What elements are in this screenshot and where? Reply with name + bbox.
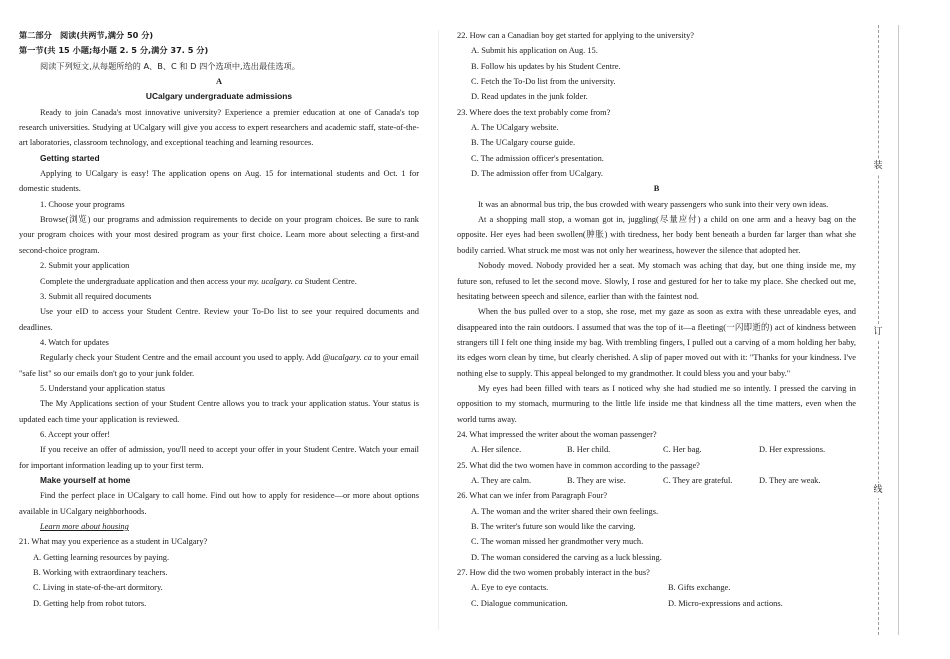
q22-option-a: A. Submit his application on Aug. 15. (471, 46, 598, 56)
q23-option-b: B. The UCalgary course guide. (471, 138, 576, 148)
q27-option-b: B. Gifts exchange. (668, 583, 731, 593)
q23-stem: 23. Where does the text probably come from? (457, 107, 611, 117)
q26-option-a: A. The woman and the writer shared their own feelings. (471, 506, 659, 516)
step2-text-pre: Complete the undergraduate application and then access your (40, 276, 248, 286)
q23-option-a: A. The UCalgary website. (471, 123, 559, 133)
passage-b-paragraph-1: It was an abnormal bus trip, the bus crowded with weary passengers who sunk into their very own ideas. (478, 199, 829, 209)
student-centre-url: my. ucalgary. ca (247, 276, 303, 286)
passage-a-intro: Ready to join Canada's most innovative university? Experience a premier education at one of Canada's top research universities. Studying at UCalgary will give you access to expert researchers and academic staff, state-of-the-art laboratories, classroom technology, and exceptional teaching and learning resources. (19, 107, 419, 148)
q21-stem: 21. What may you experience as a student in UCalgary? (19, 537, 208, 547)
passage-b-letter: B (653, 184, 660, 194)
part-heading: 第二部分 阅读(共两节,满分 50 分) (19, 30, 154, 40)
q24-option-c: C. Her bag. (663, 445, 702, 455)
step4-text-post: to your email "safe list" so our emails don't go to your junk folder. (19, 353, 420, 378)
q25-option-d: D. They are weak. (759, 475, 821, 485)
step2-text (19, 274, 419, 289)
passage-b-paragraph-2: At a shopping mall stop, a woman got in, juggling(尽量应付) a child on one arm and a heavy bag on the opposite. Her eyes had been swollen(肿胀) with tiredness, her body bent beneath a burden far larger than what she bodily carried. What struck me most was not only her weariness, however the silence that adopted her. (457, 215, 856, 255)
step4-text (19, 350, 419, 381)
passage-b-paragraph-4: When the bus pulled over to a stop, she rose, met my gaze as soon as extra with these unreadable eyes, and disappeared into the rain outdoors. I assumed that was the top of it—a fleeting(一闪即逝的) act of kindness between strangers till I felt one thing inside my bag. With trembling fingers, I pulled out a carving of a mom holding her baby, its edges worn clean by time, but clearly cherished. A slip of paper moved out with it: "Thanks for your kindness. I've nothing else to supply. This appeal belonged to my grandmother. It could bless you and your baby." (457, 307, 856, 378)
step5-title: 5. Understand your application status (40, 383, 165, 393)
step2-title: 2. Submit your application (40, 261, 130, 271)
binding-char-ding: 订 (869, 325, 887, 340)
step4-title: 4. Watch for updates (40, 337, 109, 347)
q25-option-c: C. They are grateful. (663, 475, 733, 485)
passage-a-title: UCalgary undergraduate admissions (145, 91, 293, 102)
q25-option-a: A. They are calm. (471, 475, 532, 485)
q27-options-row-1 (457, 580, 856, 595)
q21-option-d: D. Getting help from robot tutors. (33, 598, 147, 608)
getting-started-heading: Getting started (40, 152, 100, 163)
step1-title: 1. Choose your programs (40, 199, 125, 209)
binding-rule (898, 25, 899, 635)
step5-text: The My Applications section of your Student Centre allows you to track your application status. Your status is updated each time your application is reviewed. (19, 399, 419, 424)
step3-title: 3. Submit all required documents (40, 291, 152, 301)
q25-options (457, 473, 856, 488)
passage-a-letter: A (215, 77, 223, 87)
q24-option-d: D. Her expressions. (759, 445, 826, 455)
q22-option-b: B. Follow his updates by his Student Centre. (471, 61, 621, 71)
left-column (19, 28, 419, 611)
q24-option-b: B. Her child. (567, 445, 611, 455)
email-domain: ucalgary. ca (330, 353, 372, 363)
right-column (457, 28, 856, 611)
section-heading: 第一节(共 15 小题;每小题 2. 5 分,满分 37. 5 分) (19, 45, 209, 56)
apply-text: Applying to UCalgary is easy! The application opens on Aug. 15 for international students and Oct. 1 for domestic students. (19, 169, 419, 194)
step4-text-pre: Regularly check your Student Centre and the email account you used to apply. Add @ (40, 353, 331, 363)
q26-stem: 26. What can we infer from Paragraph Four? (457, 491, 608, 501)
q22-stem: 22. How can a Canadian boy get started for applying to the university? (457, 31, 694, 40)
binding-margin (868, 25, 930, 635)
step3-text: Use your eID to access your Student Centre. Review your To-Do list to see your required documents and deadlines. (19, 307, 419, 332)
q24-option-a: A. Her silence. (471, 445, 522, 455)
q27-option-a: A. Eye to eye contacts. (471, 583, 549, 593)
step2-text-post: Student Centre. (302, 276, 357, 286)
step6-title: 6. Accept your offer! (40, 429, 111, 439)
q27-option-c: C. Dialogue communication. (471, 598, 568, 608)
passage-b-paragraph-3: Nobody moved. Nobody provided her a seat. My stomach was aching that day, but one thing inside me, my future son, refused to let the second move. Slowly, I rose and gestured for her to take my place. She checked out me, hesitating between speech and silence, earlier than with the faintest nod. (457, 261, 856, 301)
q26-option-b: B. The writer's future son would like the carving. (471, 522, 636, 531)
q24-stem: 24. What impressed the writer about the woman passenger? (457, 429, 657, 439)
step1-text: Browse(浏览) our programs and admission requirements to decide on your program choices. Be sure to rank your program choices with your most desired program as your first choice. Learn more about selecting a first-and second-choice program. (19, 215, 419, 255)
q23-option-c: C. The admission officer's presentation. (471, 153, 604, 163)
binding-char-zhuang: 装 (869, 159, 887, 174)
q21-option-c: C. Living in state-of-the-art dormitory. (33, 583, 163, 593)
q25-stem: 25. What did the two women have in common according to the passage? (457, 460, 700, 470)
q22-option-c: C. Fetch the To-Do list from the university. (471, 77, 616, 87)
q26-option-d: D. The woman considered the carving as a luck blessing. (471, 552, 662, 562)
home-text: Find the perfect place in UCalgary to call home. Find out how to apply for residence—or more about options available in UCalgary neighborhoods. (19, 491, 419, 516)
q27-stem: 27. How did the two women probably interact in the bus? (457, 568, 650, 578)
q27-options-row-2 (457, 596, 856, 611)
instructions: 阅读下列短文,从每题所给的 A、B、C 和 D 四个选项中,选出最佳选项。 (40, 60, 300, 71)
q21-option-b: B. Working with extraordinary teachers. (33, 568, 168, 578)
step6-text: If you receive an offer of admission, you'll need to accept your offer in your Student Centre. Watch your email for important information leading up to your first term. (19, 445, 419, 470)
q24-options (457, 442, 856, 457)
q27-option-d: D. Micro-expressions and actions. (668, 598, 783, 608)
binding-char-xian: 线 (869, 483, 887, 498)
passage-b-paragraph-5: My eyes had been filled with tears as I noticed why she had studied me so intently. I pressed the carving in opposition to my stomach, murmuring to the little life inside me that kindness all the time matters, even when the world turns away. (457, 383, 856, 424)
q26-option-c: C. The woman missed her grandmother very much. (471, 537, 644, 547)
q21-option-a: A. Getting learning resources by paying. (33, 552, 170, 562)
housing-link: Learn more about housing (40, 522, 129, 531)
home-heading: Make yourself at home (40, 474, 131, 485)
column-divider (438, 30, 439, 630)
q25-option-b: B. They are wise. (567, 475, 626, 485)
q23-option-d: D. The admission offer from UCalgary. (471, 169, 603, 179)
q22-option-d: D. Read updates in the junk folder. (471, 92, 588, 102)
